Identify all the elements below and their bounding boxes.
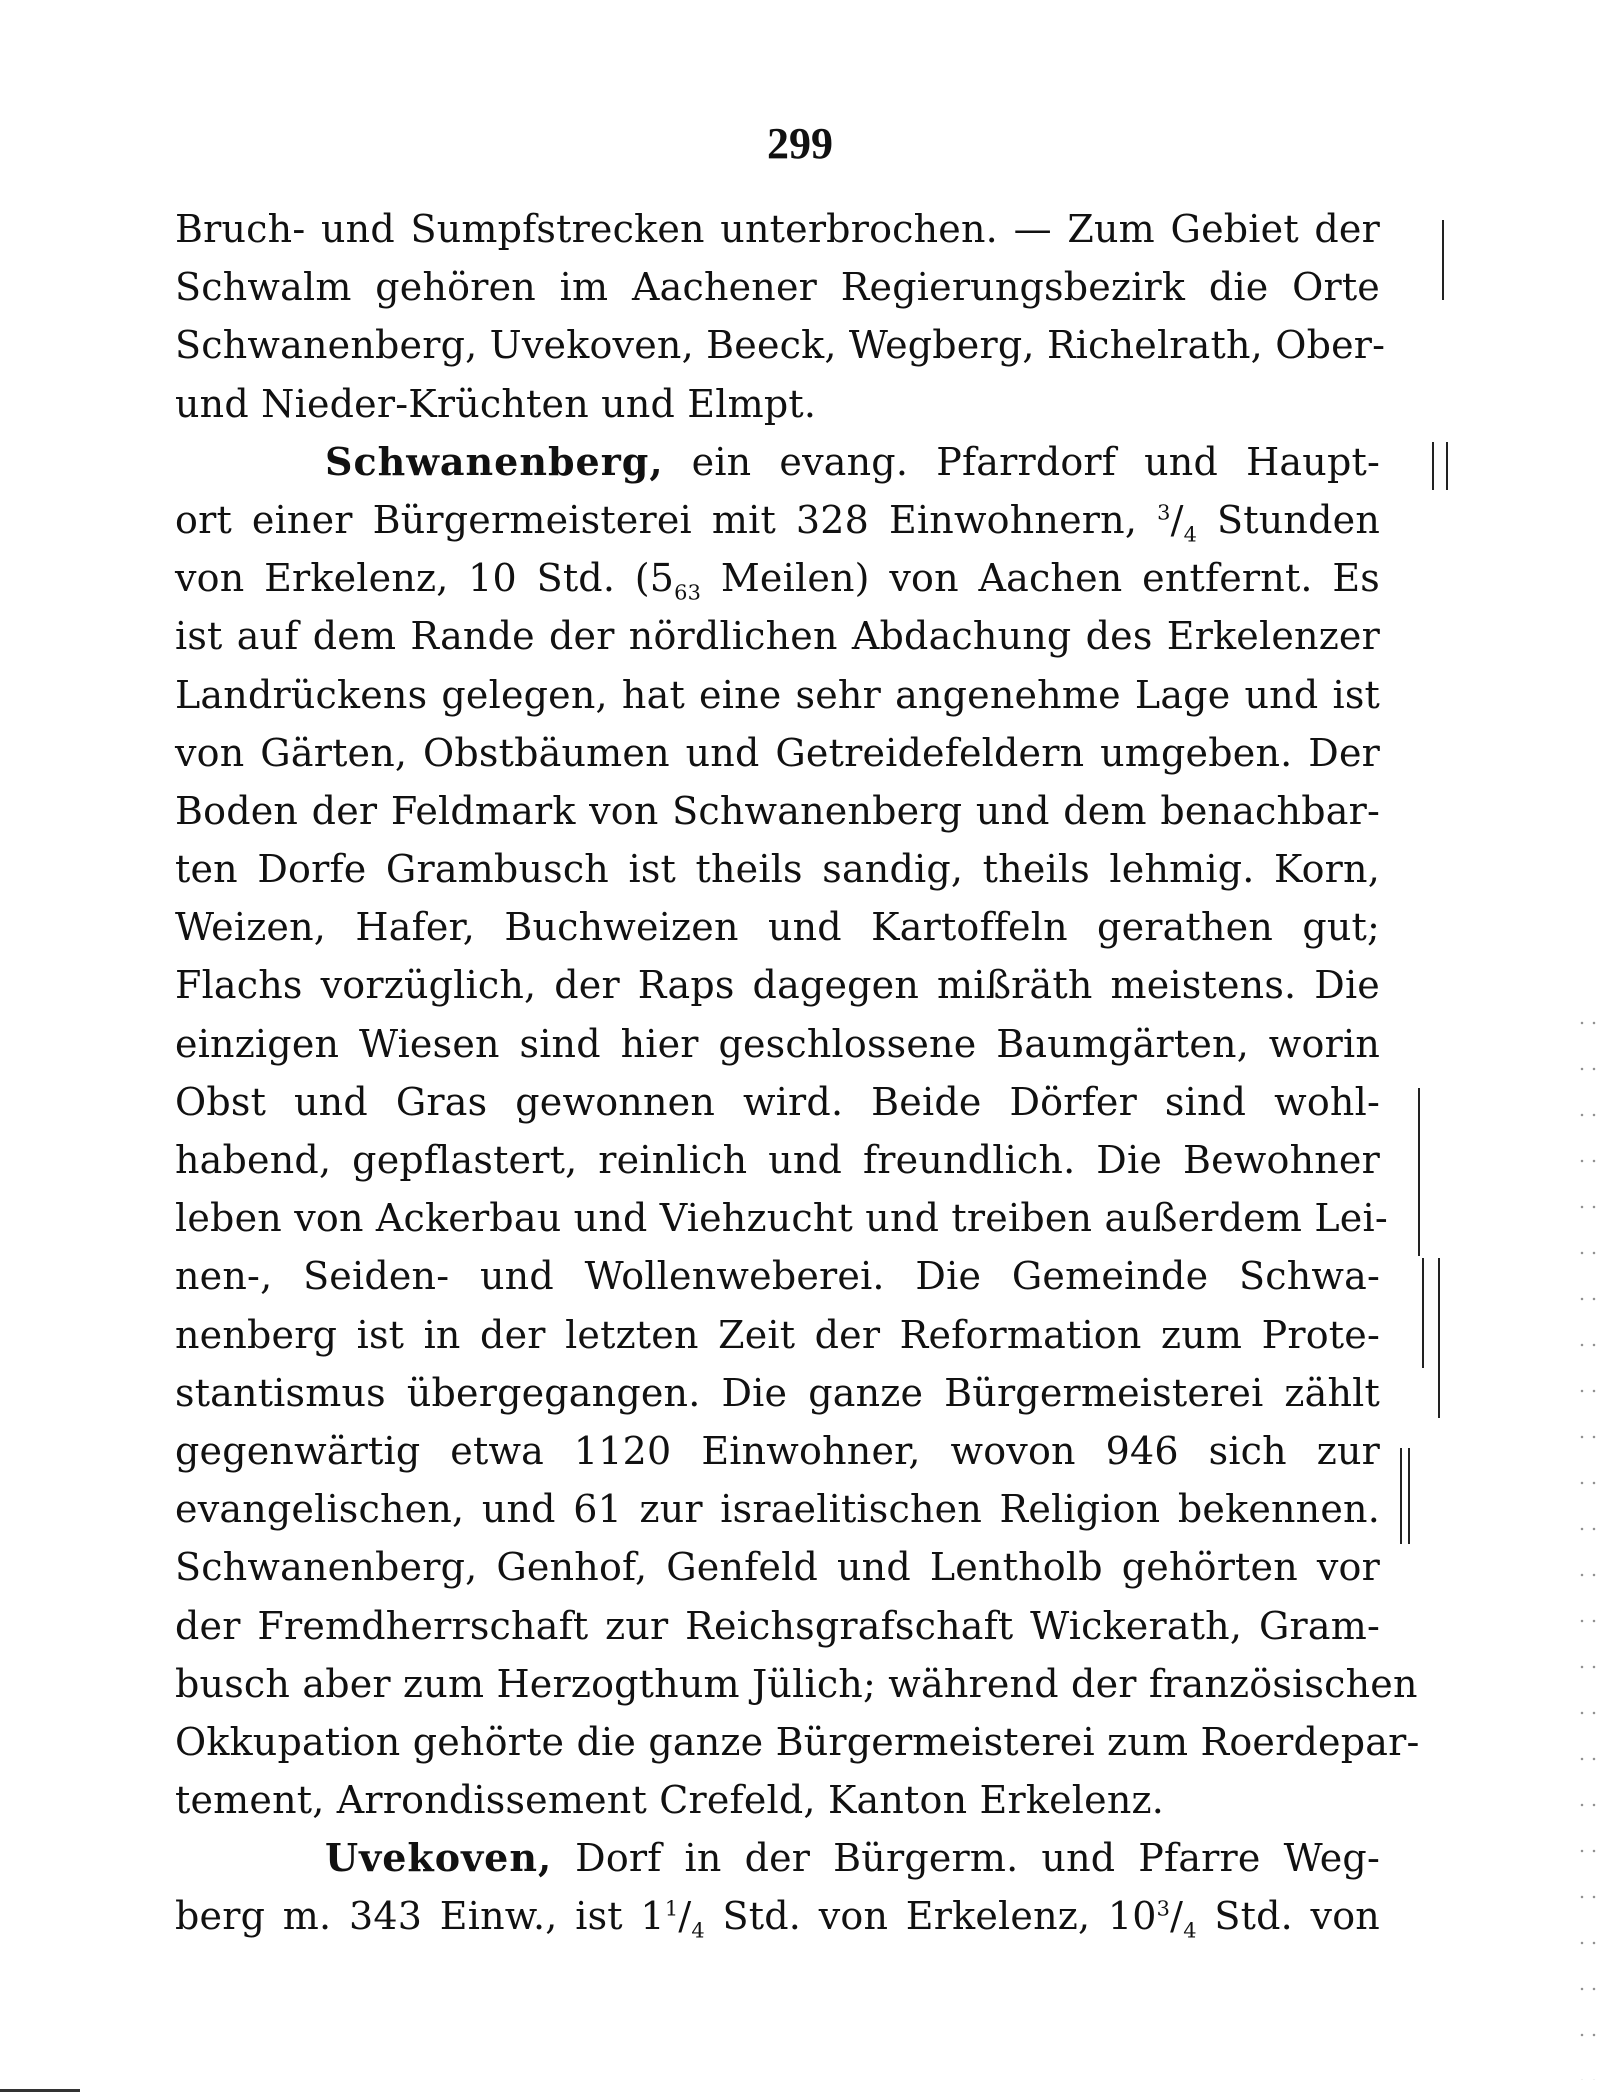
- text-line: von Gärten, Obstbäumen und Getreidefeldern umgeben. Der: [175, 730, 1380, 775]
- margin-line-mark: [1442, 220, 1444, 300]
- text-line: berg m. 343 Einw., ist $1^1/_4$ Std. von Erkelenz, $10^3/_4$ Std. von: [175, 1894, 1380, 1944]
- text-fragment: Std. von Erkelenz, 10: [704, 1894, 1157, 1939]
- text-line: ort einer Bürgermeisterei mit 328 Einwohnern, $^3/_4$ Stunden: [175, 497, 1380, 547]
- text-line: Obst und Gras gewonnen wird. Beide Dörfer sind wohl-: [175, 1079, 1380, 1124]
- text-line: busch aber zum Herzogthum Jülich; während der französischen: [175, 1661, 1418, 1706]
- margin-line-mark: [1418, 1088, 1420, 1256]
- text-fragment: Meilen) von Aachen entfernt. Es: [701, 556, 1381, 601]
- text-line: stantismus übergegangen. Die ganze Bürgermeisterei zählt: [175, 1370, 1380, 1415]
- margin-line-mark: [1408, 1448, 1410, 1544]
- text-line: Schwanenberg, Uvekoven, Beeck, Wegberg, Richelrath, Ober-: [175, 323, 1386, 368]
- text-line: Landrückens gelegen, hat eine sehr angenehme Lage und ist: [175, 672, 1380, 717]
- text-fragment: ein evang. Pfarrdorf und Haupt-: [663, 439, 1380, 484]
- margin-line-mark: [1422, 1258, 1424, 1368]
- fraction-numerator: 3: [1156, 1896, 1171, 1921]
- fraction-denominator: 4: [1183, 522, 1198, 547]
- page-number: 299: [767, 119, 833, 168]
- text-line: evangelischen, und 61 zur israelitischen Religion bekennen.: [175, 1487, 1380, 1532]
- entry-uvekoven-first-line: [175, 1829, 1380, 1887]
- entry-heading-uvekoven: Uvekoven,: [325, 1835, 553, 1881]
- text-line: Weizen, Hafer, Buchweizen und Kartoffeln gerathen gut;: [175, 905, 1380, 950]
- text-line: Schwalm gehören im Aachener Regierungsbezirk die Orte: [175, 265, 1380, 310]
- text-line: Bruch- und Sumpfstrecken unterbrochen. — Zum Gebiet der: [175, 207, 1380, 251]
- text-fragment: Dorf in der Bürgerm. und Pfarre Weg-: [552, 1836, 1380, 1881]
- fraction-numerator: 1: [664, 1896, 679, 1921]
- fraction-numerator: 3: [1157, 500, 1171, 525]
- fraction-denominator: 4: [1183, 1919, 1197, 1944]
- entry-schwanenberg-first-line: [175, 433, 1380, 491]
- entry-heading-schwanenberg: Schwanenberg,: [325, 438, 664, 484]
- scan-edge-noise: [1576, 1000, 1600, 2080]
- text-line: nen-, Seiden- und Wollenweberei. Die Gemeinde Schwa-: [175, 1254, 1380, 1299]
- text-line: leben von Ackerbau und Viehzucht und treiben außerdem Lei-: [175, 1196, 1388, 1241]
- scan-bottom-mark: [0, 2089, 80, 2092]
- text-line: der Fremdherrschaft zur Reichsgrafschaft Wickerath, Gram-: [175, 1603, 1380, 1648]
- text-line: Boden der Feldmark von Schwanenberg und dem benachbar-: [175, 788, 1380, 833]
- text-line: tement, Arrondissement Crefeld, Kanton Erkelenz.: [175, 1778, 1164, 1823]
- text-body: [175, 200, 1420, 1946]
- text-line: ist auf dem Rande der nördlichen Abdachung des Erkelenzer: [175, 614, 1380, 659]
- margin-line-mark: [1446, 442, 1448, 490]
- text-line: einzigen Wiesen sind hier geschlossene Baumgärten, worin: [175, 1021, 1380, 1066]
- text-line: Flachs vorzüglich, der Raps dagegen mißräth meistens. Die: [175, 963, 1380, 1008]
- text-line: Okkupation gehörte die ganze Bürgermeisterei zum Roerdepar-: [175, 1719, 1420, 1764]
- text-fragment: Stunden: [1197, 497, 1380, 542]
- text-line: und Nieder-Krüchten und Elmpt.: [175, 381, 817, 426]
- text-fragment: von Erkelenz, 10 Std. (5: [175, 556, 675, 601]
- text-line: gegenwärtig etwa 1120 Einwohner, wovon 946 sich zur: [175, 1428, 1380, 1473]
- text-fragment: ort einer Bürgermeisterei mit 328 Einwohnern,: [175, 497, 1158, 542]
- text-line: ten Dorfe Grambusch ist theils sandig, theils lehmig. Korn,: [175, 847, 1380, 892]
- margin-line-mark: [1438, 1258, 1440, 1418]
- fraction-denominator: 4: [691, 1919, 705, 1944]
- text-line: Schwanenberg, Genhof, Genfeld und Lentholb gehörten vor: [175, 1545, 1380, 1590]
- text-fragment: berg m. 343 Einw., ist 1: [175, 1894, 665, 1939]
- margin-line-mark: [1400, 1448, 1402, 1544]
- subscript-value: 63: [674, 580, 702, 605]
- text-line: nenberg ist in der letzten Zeit der Reformation zum Prote-: [175, 1312, 1380, 1357]
- text-line: habend, gepflastert, reinlich und freundlich. Die Bewohner: [175, 1138, 1380, 1182]
- margin-line-mark: [1432, 442, 1434, 490]
- text-line: [175, 549, 1380, 607]
- text-fragment: Std. von: [1196, 1894, 1380, 1939]
